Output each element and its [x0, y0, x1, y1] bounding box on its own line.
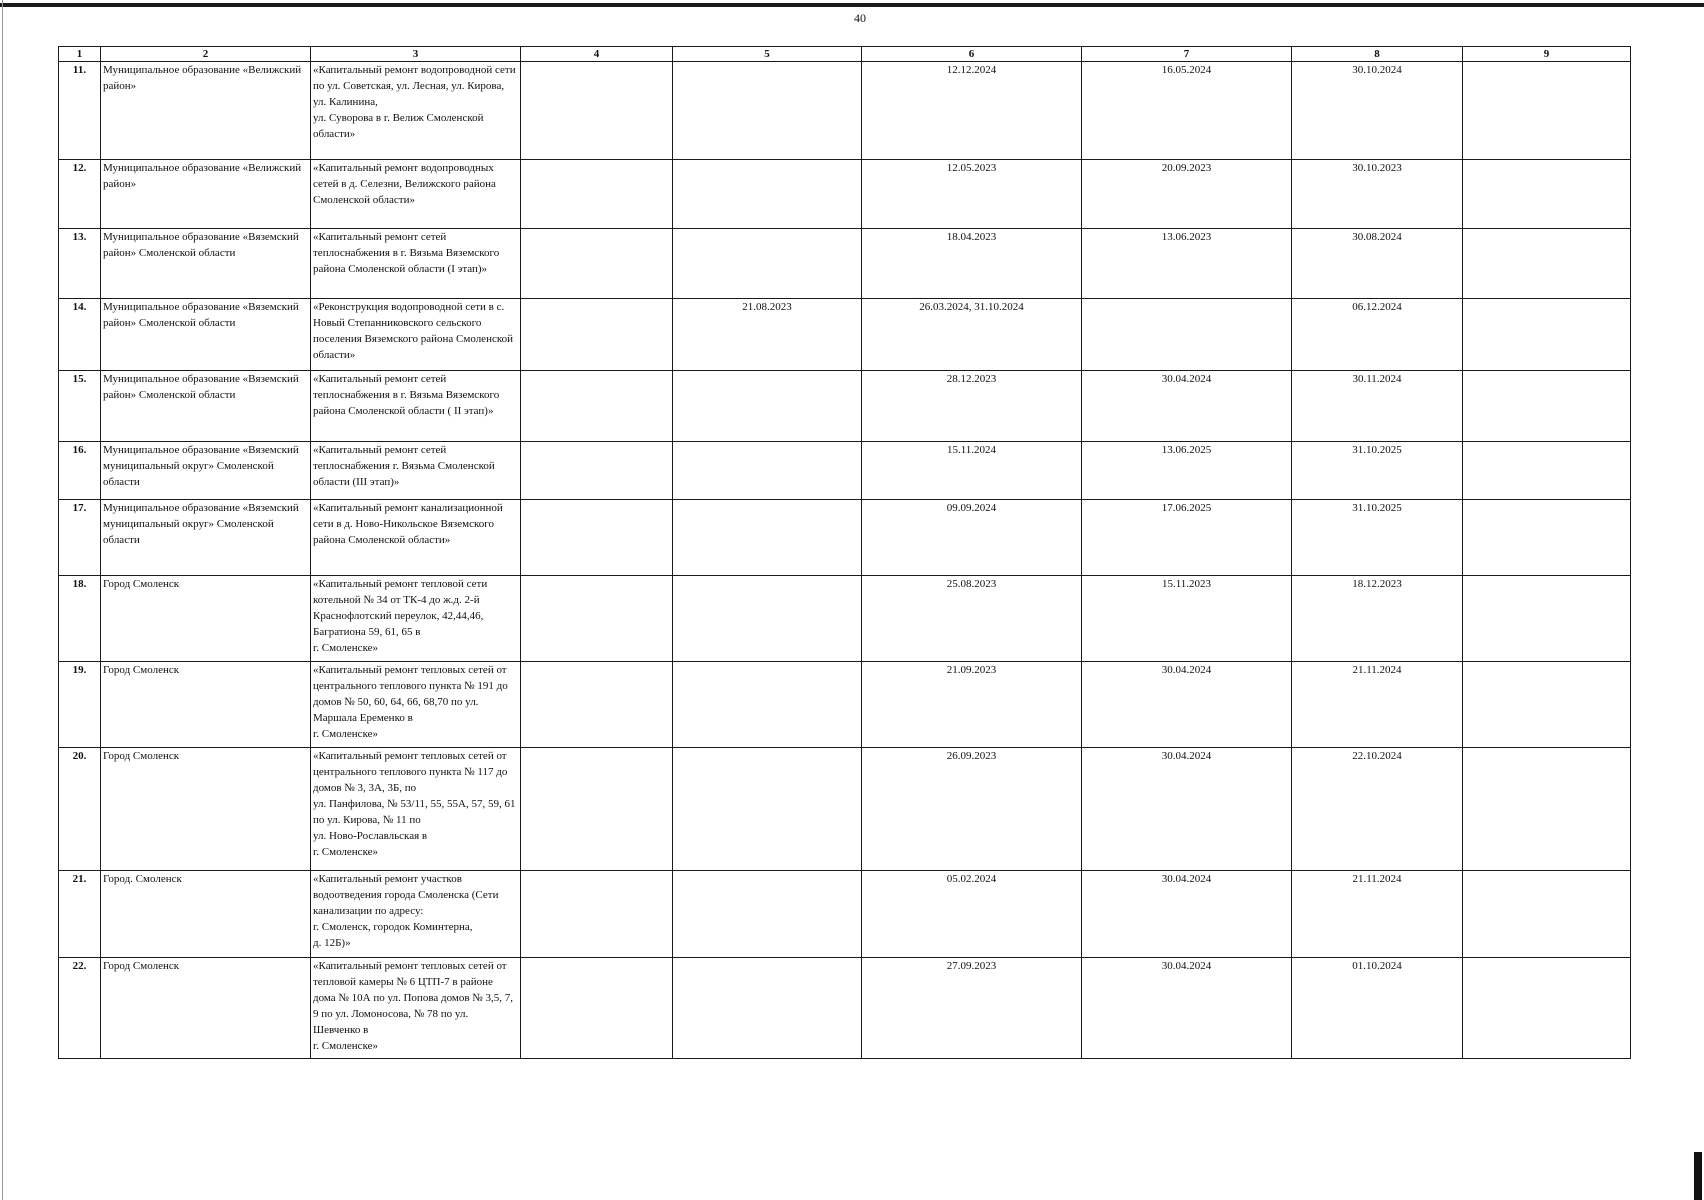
object-cell: «Капитальный ремонт водопроводной сети по ул. Советская, ул. Лесная, ул. Кирова, ул. Калинина, ул. Суворова в г. Велиж Смоленской области»: [311, 62, 521, 160]
municipality-cell: Муниципальное образование «Велижский район»: [101, 160, 311, 229]
column-4-cell: [521, 62, 673, 160]
column-9-cell: [1463, 62, 1631, 160]
row-number: 21.: [59, 871, 101, 958]
table-row: [59, 748, 1631, 871]
column-6-date: 26.03.2024, 31.10.2024: [862, 299, 1082, 371]
table-row: [59, 62, 1631, 160]
column-8-date: 30.10.2024: [1292, 62, 1463, 160]
municipality-cell: Муниципальное образование «Вяземский район» Смоленской области: [101, 299, 311, 371]
column-8-date: 30.11.2024: [1292, 371, 1463, 442]
row-number: 17.: [59, 500, 101, 576]
column-5-cell: [673, 662, 862, 748]
row-number: 15.: [59, 371, 101, 442]
row-number: 22.: [59, 958, 101, 1059]
column-5-cell: [673, 576, 862, 662]
column-8-date: 30.08.2024: [1292, 229, 1463, 299]
column-7-date: 20.09.2023: [1082, 160, 1292, 229]
object-cell: «Капитальный ремонт участков водоотведения города Смоленска (Сети канализации по адресу: г. Смоленск, городок Коминтерна, д. 12Б)»: [311, 871, 521, 958]
row-number: 14.: [59, 299, 101, 371]
column-4-cell: [521, 662, 673, 748]
column-6-date: 15.11.2024: [862, 442, 1082, 500]
column-6-date: 21.09.2023: [862, 662, 1082, 748]
row-number: 11.: [59, 62, 101, 160]
column-9-cell: [1463, 748, 1631, 871]
column-number: 7: [1082, 47, 1292, 62]
column-8-date: 21.11.2024: [1292, 662, 1463, 748]
column-6-date: 05.02.2024: [862, 871, 1082, 958]
column-4-cell: [521, 371, 673, 442]
column-4-cell: [521, 748, 673, 871]
municipality-cell: Муниципальное образование «Вяземский район» Смоленской области: [101, 229, 311, 299]
column-7-date: 13.06.2025: [1082, 442, 1292, 500]
column-7-date: 30.04.2024: [1082, 748, 1292, 871]
right-scan-mark: [1694, 1152, 1702, 1200]
column-7-date: 30.04.2024: [1082, 371, 1292, 442]
column-number: 1: [59, 47, 101, 62]
municipality-cell: Муниципальное образование «Велижский район»: [101, 62, 311, 160]
column-9-cell: [1463, 576, 1631, 662]
column-4-cell: [521, 299, 673, 371]
column-4-cell: [521, 500, 673, 576]
column-6-date: 26.09.2023: [862, 748, 1082, 871]
table-row: [59, 299, 1631, 371]
column-4-cell: [521, 871, 673, 958]
table-row: [59, 160, 1631, 229]
column-5-cell: [673, 442, 862, 500]
column-6-date: 25.08.2023: [862, 576, 1082, 662]
column-6-date: 09.09.2024: [862, 500, 1082, 576]
column-9-cell: [1463, 160, 1631, 229]
column-6-date: 18.04.2023: [862, 229, 1082, 299]
municipality-cell: Муниципальное образование «Вяземский муниципальный округ» Смоленской области: [101, 442, 311, 500]
column-7-date: 17.06.2025: [1082, 500, 1292, 576]
column-8-date: 01.10.2024: [1292, 958, 1463, 1059]
column-4-cell: [521, 576, 673, 662]
column-8-date: 22.10.2024: [1292, 748, 1463, 871]
column-number: 3: [311, 47, 521, 62]
object-cell: «Капитальный ремонт тепловых сетей от центрального теплового пункта № 191 до домов № 50, 60, 64, 66, 68,70 по ул. Маршала Еременко в г. Смоленске»: [311, 662, 521, 748]
column-9-cell: [1463, 442, 1631, 500]
column-number: 6: [862, 47, 1082, 62]
column-number: 2: [101, 47, 311, 62]
row-number: 20.: [59, 748, 101, 871]
column-9-cell: [1463, 662, 1631, 748]
column-5-cell: [673, 958, 862, 1059]
column-number: 4: [521, 47, 673, 62]
column-5-cell: [673, 748, 862, 871]
object-cell: «Капитальный ремонт сетей теплоснабжения г. Вязьма Смоленской области (III этап)»: [311, 442, 521, 500]
column-7-cell: [1082, 299, 1292, 371]
left-scan-edge: [2, 0, 3, 1200]
column-5-cell: [673, 871, 862, 958]
column-9-cell: [1463, 299, 1631, 371]
municipality-cell: Город Смоленск: [101, 662, 311, 748]
row-number: 18.: [59, 576, 101, 662]
column-7-date: 30.04.2024: [1082, 662, 1292, 748]
column-4-cell: [521, 958, 673, 1059]
table-row: [59, 871, 1631, 958]
column-7-date: 30.04.2024: [1082, 871, 1292, 958]
table-row: [59, 958, 1631, 1059]
municipality-cell: Город Смоленск: [101, 958, 311, 1059]
column-7-date: 30.04.2024: [1082, 958, 1292, 1059]
table-row: [59, 662, 1631, 748]
column-6-date: 28.12.2023: [862, 371, 1082, 442]
column-number-row: [59, 47, 1631, 62]
object-cell: «Капитальный ремонт сетей теплоснабжения в г. Вязьма Вяземского района Смоленской области ( II этап)»: [311, 371, 521, 442]
column-5-date: 21.08.2023: [673, 299, 862, 371]
column-5-cell: [673, 371, 862, 442]
column-7-date: 15.11.2023: [1082, 576, 1292, 662]
row-number: 12.: [59, 160, 101, 229]
object-cell: «Капитальный ремонт канализационной сети в д. Ново-Никольское Вяземского района Смоленской области»: [311, 500, 521, 576]
table-row: [59, 500, 1631, 576]
column-8-date: 18.12.2023: [1292, 576, 1463, 662]
object-cell: «Капитальный ремонт сетей теплоснабжения в г. Вязьма Вяземского района Смоленской области (I этап)»: [311, 229, 521, 299]
table-row: [59, 442, 1631, 500]
object-cell: «Капитальный ремонт тепловых сетей от центрального теплового пункта № 117 до домов № 3, 3А, 3Б, по ул. Панфилова, № 53/11, 55, 55А, 57, 59, 61 по ул. Кирова, № 11 по ул. Ново-Рославльская в г. Смоленске»: [311, 748, 521, 871]
column-8-date: 06.12.2024: [1292, 299, 1463, 371]
column-4-cell: [521, 442, 673, 500]
municipality-cell: Город Смоленск: [101, 576, 311, 662]
municipality-cell: Муниципальное образование «Вяземский район» Смоленской области: [101, 371, 311, 442]
column-5-cell: [673, 160, 862, 229]
municipality-cell: Город Смоленск: [101, 748, 311, 871]
column-8-date: 31.10.2025: [1292, 500, 1463, 576]
column-4-cell: [521, 160, 673, 229]
column-7-date: 16.05.2024: [1082, 62, 1292, 160]
municipality-cell: Муниципальное образование «Вяземский муниципальный округ» Смоленской области: [101, 500, 311, 576]
column-6-date: 12.12.2024: [862, 62, 1082, 160]
object-cell: «Капитальный ремонт тепловых сетей от тепловой камеры № 6 ЦТП-7 в районе дома № 10А по ул. Попова домов № 3,5, 7, 9 по ул. Ломоносова, № 78 по ул. Шевченко в г. Смоленске»: [311, 958, 521, 1059]
table-row: [59, 229, 1631, 299]
row-number: 19.: [59, 662, 101, 748]
column-8-date: 31.10.2025: [1292, 442, 1463, 500]
row-number: 16.: [59, 442, 101, 500]
table-row: [59, 576, 1631, 662]
column-7-date: 13.06.2023: [1082, 229, 1292, 299]
column-9-cell: [1463, 229, 1631, 299]
object-cell: «Реконструкция водопроводной сети в с. Новый Степанниковского сельского поселения Вяземского района Смоленской области»: [311, 299, 521, 371]
column-9-cell: [1463, 958, 1631, 1059]
top-border-rule: [0, 3, 1704, 7]
column-number: 9: [1463, 47, 1631, 62]
column-5-cell: [673, 229, 862, 299]
register-table: [58, 46, 1631, 1059]
page-number: 40: [854, 11, 866, 25]
column-9-cell: [1463, 371, 1631, 442]
municipality-cell: Город. Смоленск: [101, 871, 311, 958]
row-number: 13.: [59, 229, 101, 299]
column-8-date: 30.10.2023: [1292, 160, 1463, 229]
column-number: 8: [1292, 47, 1463, 62]
column-4-cell: [521, 229, 673, 299]
column-6-date: 12.05.2023: [862, 160, 1082, 229]
column-9-cell: [1463, 871, 1631, 958]
column-9-cell: [1463, 500, 1631, 576]
column-number: 5: [673, 47, 862, 62]
column-6-date: 27.09.2023: [862, 958, 1082, 1059]
column-8-date: 21.11.2024: [1292, 871, 1463, 958]
object-cell: «Капитальный ремонт водопроводных сетей в д. Селезни, Велижского района Смоленской области»: [311, 160, 521, 229]
table-row: [59, 371, 1631, 442]
column-5-cell: [673, 62, 862, 160]
object-cell: «Капитальный ремонт тепловой сети котельной № 34 от ТК-4 до ж.д. 2-й Краснофлотский переулок, 42,44,46, Багратиона 59, 61, 65 в г. Смоленске»: [311, 576, 521, 662]
column-5-cell: [673, 500, 862, 576]
